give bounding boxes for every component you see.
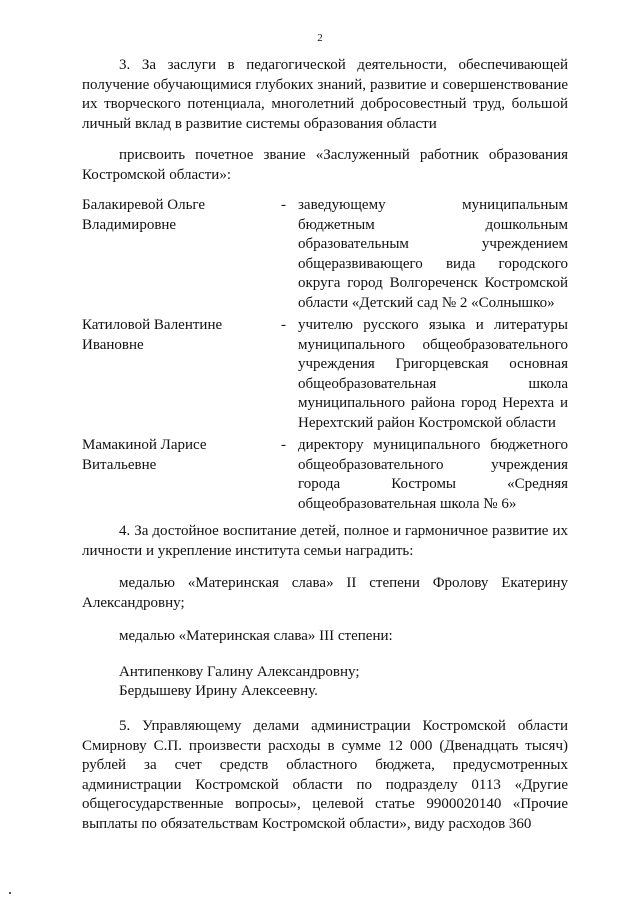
awardee-position: заведующему муниципальным бюджетным дошкольным образовательным учреждением общеразвивающего вида городского округа город Волгореченск Костромской области «Детский сад № 2 «Солнышко»	[298, 197, 568, 311]
awardee-position: учителю русского языка и литературы муниципального общеобразовательного учреждения Григорцевская основная общеобразовательная школа муниципального района город Нерехта и Нерехтский район Костромской области	[298, 317, 568, 431]
section-5-text: 5. Управляющему делами администрации Костромской области Смирнову С.П. произвести расходы в сумме 12 000 (Двенадцать тысяч) рублей за счет средств областного бюджета, предусмотренных администрации Костромской области по подразделу 0113 «Другие общегосударственные вопросы», целевой статье 9900020140 «Прочие выплаты по обязательствам Костромской области», виду расходов 360	[82, 718, 568, 832]
awardee-dash: -	[281, 437, 286, 453]
section-3-intro: 3. За заслуги в педагогической деятельности, обеспечивающей получение обучающимися глубоких знаний, развитие и совершенствование их творческого потенциала, многолетний добросовестный труд, большой личный вклад в развитие системы образования области	[82, 57, 568, 132]
awardee-name: Балакиревой Ольге Владимировне	[82, 197, 206, 233]
awardee-position: директору муниципального бюджетного общеобразовательного учреждения города Костромы «Средняя общеобразовательная школа № 6»	[298, 437, 568, 512]
medal-recipient: Бердышеву Ирину Алексеевну.	[119, 683, 318, 699]
awardee-dash: -	[281, 197, 286, 213]
section-4-medal-2: медалью «Материнская слава» II степени Фролову Екатерину Александровну;	[82, 575, 568, 611]
scan-speck	[9, 892, 11, 894]
section-4-medal-3: медалью «Материнская слава» III степени:	[119, 628, 393, 644]
awardee-name: Катиловой Валентине Ивановне	[82, 317, 223, 353]
awardee-name: Мамакиной Ларисе Витальевне	[82, 437, 207, 473]
page-number: 2	[317, 32, 323, 44]
section-4-intro: 4. За достойное воспитание детей, полное и гармоничное развитие их личности и укрепление института семьи наградить:	[82, 523, 568, 559]
section-3-assign: присвоить почетное звание «Заслуженный работник образования Костромской области»:	[82, 147, 568, 183]
awardee-dash: -	[281, 317, 286, 333]
medal-recipient: Антипенкову Галину Александровну;	[119, 664, 360, 680]
